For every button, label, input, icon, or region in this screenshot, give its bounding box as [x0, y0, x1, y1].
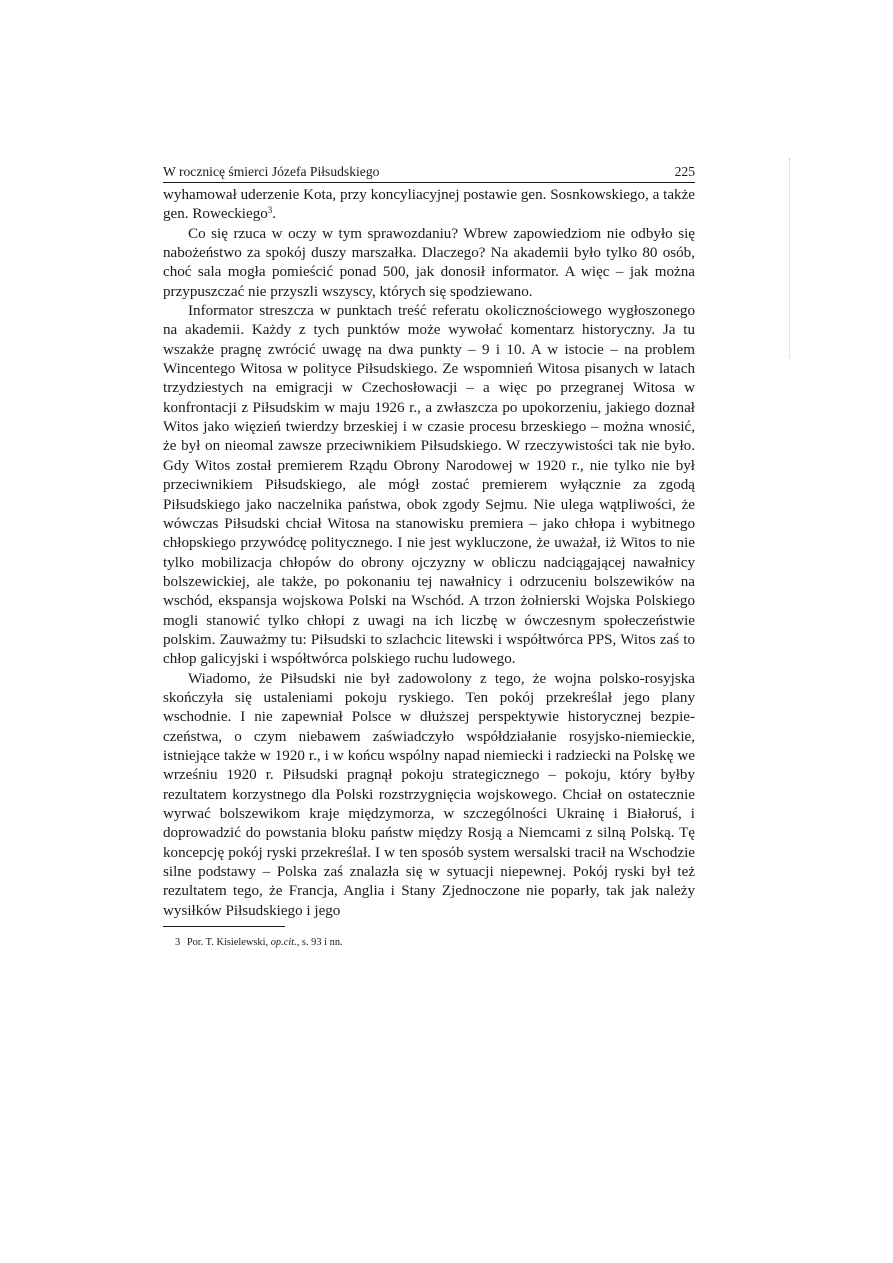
paragraph-continued: wyhamował uderzenie Kota, przy koncyliacyjnej postawie gen. Sosnkowskiego, a także gen. Roweckiego$^3$. — [163, 187, 695, 223]
paragraph: Wiadomo, że Piłsudski nie był zadowolony z tego, że wojna polsko-rosyjska skończyła się ustaleniami pokoju ryskiego. Ten pokój przekreślał jego plany wschodnie. I nie zapewniał Polsce w dłuższej perspektywie historycznej bezpieczeństwa, o czym niebawem zaświadczyło współdziałanie rosyjsko-niemieckie, istniejące także w 1920 r., i w końcu wspólny napad niemiecki i radziecki na Polskę we wrześniu 1920 r. Piłsudski pragnął pokoju strategicznego – pokoju, który byłby rezultatem korzystnego dla Polski rozstrzygnięcia wojskowego. Chciał on ostatecznie wyrwać bolszewikom kraje międzymorza, w szczególności Ukrainę i Białoruś, i doprowadzić do powstania bloku państw między Rosją a Niemcami z silną Polską. Tę koncepcję pokój ryski przekreślał. I w ten sposób system wersalski tracił na Wschodzie silne podstawy – Polska zaś znalazła się w sytuacji niepewnej. Pokój ryski był też rezultatem tego, że Francja, Anglia i Stany Zjednoczone nie poparły, tak jak należy wysiłków Piłsudskiego i jego — [163, 670, 695, 919]
footnote-ref: 3 — [267, 205, 273, 216]
paragraph: Informator streszcza w punktach treść referatu okolicznościowego wygłoszonego na akademii. Każdy z tych punktów może wywołać komentarz historyczny. Ja tu wszakże pragnę zwrócić uwagę na dwa punkty – 9 i 10. A w istocie – na problem Wincentego Witosa w polityce Piłsudskiego. Ze wspomnień Witosa pisanych w latach trzydziestych na emigracji w Czechosłowacji – a więc po przegranej Witosa w konfrontacji z Piłsudskim w maju 1926 r., a zwłaszcza po upokorzeniu, jakiego doznał Witos jako więzień twierdzy brzeskiej i w czasie procesu brzeskiego – można wnosić, że był on nieomal zawsze przeciwnikiem Piłsudskiego. W rzeczywistości tak nie było. Gdy Witos został premierem Rządu Obrony Narodowej w 1920 r., nie tylko nie był przeciwnikiem Piłsudskiego, ale mógł zostać premierem wyłącznie za zgodą Piłsudskiego jako naczelnika państwa, obok zgody Sejmu. Nie ulega wątpliwości, że wówczas Piłsudski chciał Witosa na stanowisku premiera – jako chłopa i wybitnego chłopskiego przywódcę politycznego. I nie jest wykluczone, że uważał, iż Witos to nie tylko mobilizacja chłopów do obrony ojczyzny w obliczu nadciągającej nawałnicy bolszewickiej, ale także, po pokonaniu tej nawałnicy i odrzuceniu bolszewików na wschód, ekspansja wojskowa Polski na Wschód. A trzon żołnierski Wojska Polskiego mogli stanowić tylko chłopi z uwagi na ich liczbę w ówczesnym społeczeństwie polskim. Zauważmy tu: Piłsudski to szlachcic litewski i współtwórca PPS, Witos zaś to chłop galicyjski i współtwórca polskiego ruchu ludowego. — [163, 303, 695, 668]
footnote-rule — [163, 926, 285, 927]
scan-edge-mark — [789, 158, 790, 358]
footnote-author: Por. T. Kisielewski, — [186, 937, 269, 949]
footnote-number: 3 — [175, 937, 181, 949]
book-page — [163, 163, 695, 949]
footnote-source: op.cit. — [270, 937, 297, 949]
running-head-title: W rocznicę śmierci Józefa Piłsudskiego — [163, 164, 380, 179]
footnote — [175, 936, 695, 949]
running-head — [163, 163, 695, 183]
footnote-pages: , s. 93 i nn. — [296, 937, 343, 949]
paragraph: Co się rzuca w oczy w tym sprawozdaniu? Wbrew zapowiedziom nie odbyło się nabożeństwo za spokój duszy marszałka. Dlaczego? Na akademii było tylko 80 osób, choć sala mogła pomieścić ponad 500, jak donosił informator. A więc – jak można przypuszczać nie przyszli wszyscy, których się spodziewano. — [163, 225, 695, 300]
page-number: 225 — [674, 164, 695, 179]
body-text — [163, 186, 695, 921]
